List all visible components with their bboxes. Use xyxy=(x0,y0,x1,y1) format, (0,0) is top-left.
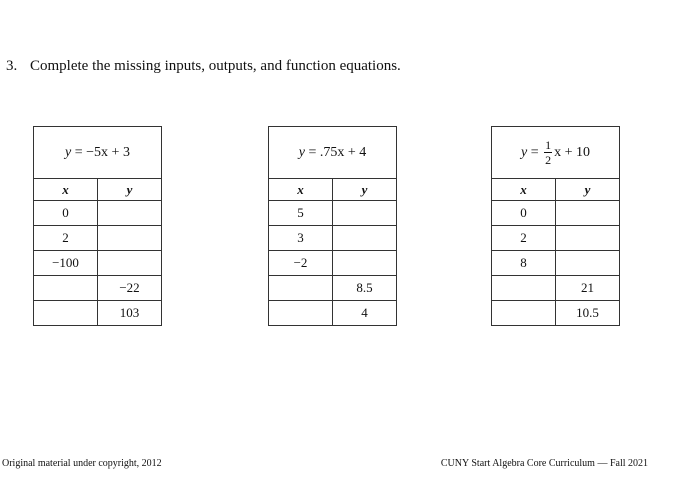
equation-2: y = .75x + 4 xyxy=(269,127,397,179)
cell-y[interactable]: 4 xyxy=(333,301,397,326)
cell-y[interactable] xyxy=(98,226,162,251)
cell-y[interactable] xyxy=(98,201,162,226)
cell-y[interactable]: 21 xyxy=(556,276,620,301)
function-table-3 xyxy=(491,126,620,326)
table-row xyxy=(492,226,620,251)
table-row xyxy=(269,251,397,276)
cell-y[interactable] xyxy=(556,226,620,251)
table-row xyxy=(34,276,162,301)
cell-y[interactable] xyxy=(333,251,397,276)
cell-x[interactable] xyxy=(34,301,98,326)
copyright-footer: Original material under copyright, 2012 xyxy=(2,458,162,469)
cell-x[interactable] xyxy=(492,276,556,301)
cell-y[interactable] xyxy=(98,251,162,276)
equation-3: y = $\frac{1}{2}$ x + 10 xyxy=(492,127,620,179)
table-row xyxy=(34,251,162,276)
curriculum-footer: CUNY Start Algebra Core Curriculum — Fall 2021 xyxy=(440,458,648,469)
cell-x[interactable] xyxy=(269,276,333,301)
question-text: Complete the missing inputs, outputs, and function equations. xyxy=(30,58,401,74)
cell-x[interactable]: 3 xyxy=(269,226,333,251)
cell-x[interactable]: 0 xyxy=(34,201,98,226)
question-3 xyxy=(6,58,401,75)
cell-x[interactable] xyxy=(492,301,556,326)
header-x: x xyxy=(34,179,98,201)
cell-y[interactable] xyxy=(333,226,397,251)
cell-x[interactable]: −100 xyxy=(34,251,98,276)
cell-x[interactable]: 2 xyxy=(34,226,98,251)
table-row xyxy=(492,201,620,226)
cell-y[interactable] xyxy=(556,201,620,226)
table-row xyxy=(34,301,162,326)
table-row xyxy=(492,276,620,301)
table-row xyxy=(269,201,397,226)
cell-x[interactable]: 8 xyxy=(492,251,556,276)
cell-x[interactable]: 0 xyxy=(492,201,556,226)
cell-y[interactable]: 10.5 xyxy=(556,301,620,326)
cell-x[interactable]: 5 xyxy=(269,201,333,226)
cell-x[interactable]: −2 xyxy=(269,251,333,276)
header-y: y xyxy=(333,179,397,201)
cell-y[interactable] xyxy=(333,201,397,226)
header-y: y xyxy=(556,179,620,201)
question-number: 3. xyxy=(6,58,18,74)
header-y: y xyxy=(98,179,162,201)
table-row xyxy=(269,226,397,251)
table-row xyxy=(34,201,162,226)
cell-y[interactable]: 103 xyxy=(98,301,162,326)
table-row xyxy=(492,301,620,326)
cell-y[interactable]: −22 xyxy=(98,276,162,301)
table-row xyxy=(34,226,162,251)
cell-x[interactable]: 2 xyxy=(492,226,556,251)
header-x: x xyxy=(269,179,333,201)
header-x: x xyxy=(492,179,556,201)
cell-x[interactable] xyxy=(34,276,98,301)
equation-1: y = −5x + 3 xyxy=(34,127,162,179)
table-row xyxy=(269,301,397,326)
table-row xyxy=(492,251,620,276)
function-table-2 xyxy=(268,126,397,326)
cell-x[interactable] xyxy=(269,301,333,326)
table-row xyxy=(269,276,397,301)
cell-y[interactable]: 8.5 xyxy=(333,276,397,301)
fraction-one-half: $\frac{1}{2}$ xyxy=(545,138,552,167)
cell-y[interactable] xyxy=(556,251,620,276)
function-table-1 xyxy=(33,126,162,326)
